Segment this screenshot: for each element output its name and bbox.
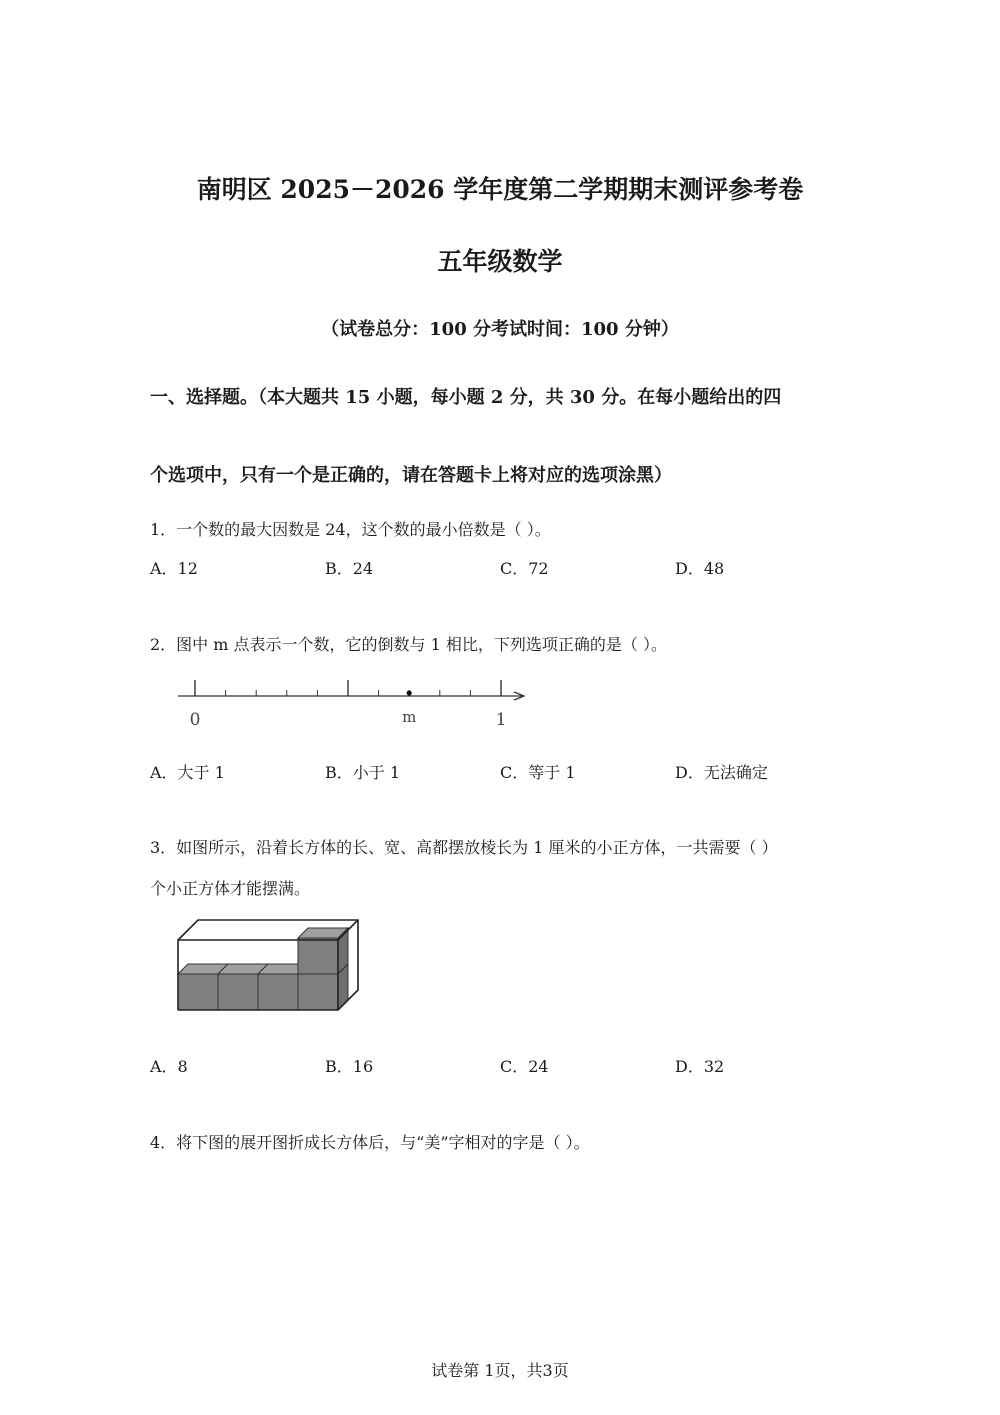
number-line-ticks — [195, 680, 501, 696]
question-3-stem-line2: 个小正方体才能摆满。 — [150, 879, 311, 898]
point-m-dot — [407, 690, 412, 695]
question-3-option-a: A．8 — [150, 1057, 188, 1076]
question-2-option-b: B．小于 1 — [325, 763, 401, 782]
question-1-stem: 1．一个数的最大因数是 24，这个数的最小倍数是（ ）。 — [150, 520, 551, 539]
label-one: 1 — [495, 710, 507, 730]
question-3-option-c: C．24 — [500, 1057, 549, 1076]
question-3-option-b: B．16 — [325, 1057, 374, 1076]
cube-front-2 — [218, 974, 258, 1010]
section-heading-line1: 一、选择题。（本大题共 15 小题，每小题 2 分，共 30 分。在每小题给出的四 — [150, 387, 782, 408]
exam-title: 南明区 2025－2026 学年度第二学期期末测评参考卷 — [196, 175, 804, 204]
question-2-option-a: A．大于 1 — [150, 763, 225, 782]
cube-front-stacked — [298, 938, 338, 974]
question-1-option-a: A．12 — [150, 559, 198, 578]
question-2-stem: 2．图中 m 点表示一个数，它的倒数与 1 相比，下列选项正确的是（ ）。 — [150, 635, 667, 654]
question-1-option-c: C．72 — [500, 559, 549, 578]
question-1-option-d: D．48 — [675, 559, 725, 578]
question-1-option-b: B．24 — [325, 559, 374, 578]
cube-front-1 — [178, 974, 218, 1010]
exam-subtitle: 五年级数学 — [437, 247, 563, 276]
question-2-option-d: D．无法确定 — [675, 763, 768, 782]
cube-front-4 — [298, 974, 338, 1010]
number-line-figure — [170, 670, 540, 735]
question-3-option-d: D．32 — [675, 1057, 725, 1076]
exam-info: （试卷总分：100 分考试时间：100 分钟） — [321, 319, 679, 340]
question-4-stem: 4．将下图的展开图折成长方体后，与“美”字相对的字是（ ）。 — [150, 1133, 590, 1152]
label-zero: 0 — [189, 710, 201, 730]
page-footer: 试卷第 1页，共3页 — [431, 1361, 569, 1380]
question-2-option-c: C．等于 1 — [500, 763, 576, 782]
cube-front-3 — [258, 974, 298, 1010]
cuboid-cubes-figure — [170, 912, 370, 1017]
section-heading-line2: 个选项中，只有一个是正确的，请在答题卡上将对应的选项涂黑） — [150, 465, 672, 486]
label-m: m — [402, 708, 417, 726]
question-3-stem-line1: 3．如图所示，沿着长方体的长、宽、高都摆放棱长为 1 厘米的小正方体，一共需要（ ） — [150, 838, 778, 857]
